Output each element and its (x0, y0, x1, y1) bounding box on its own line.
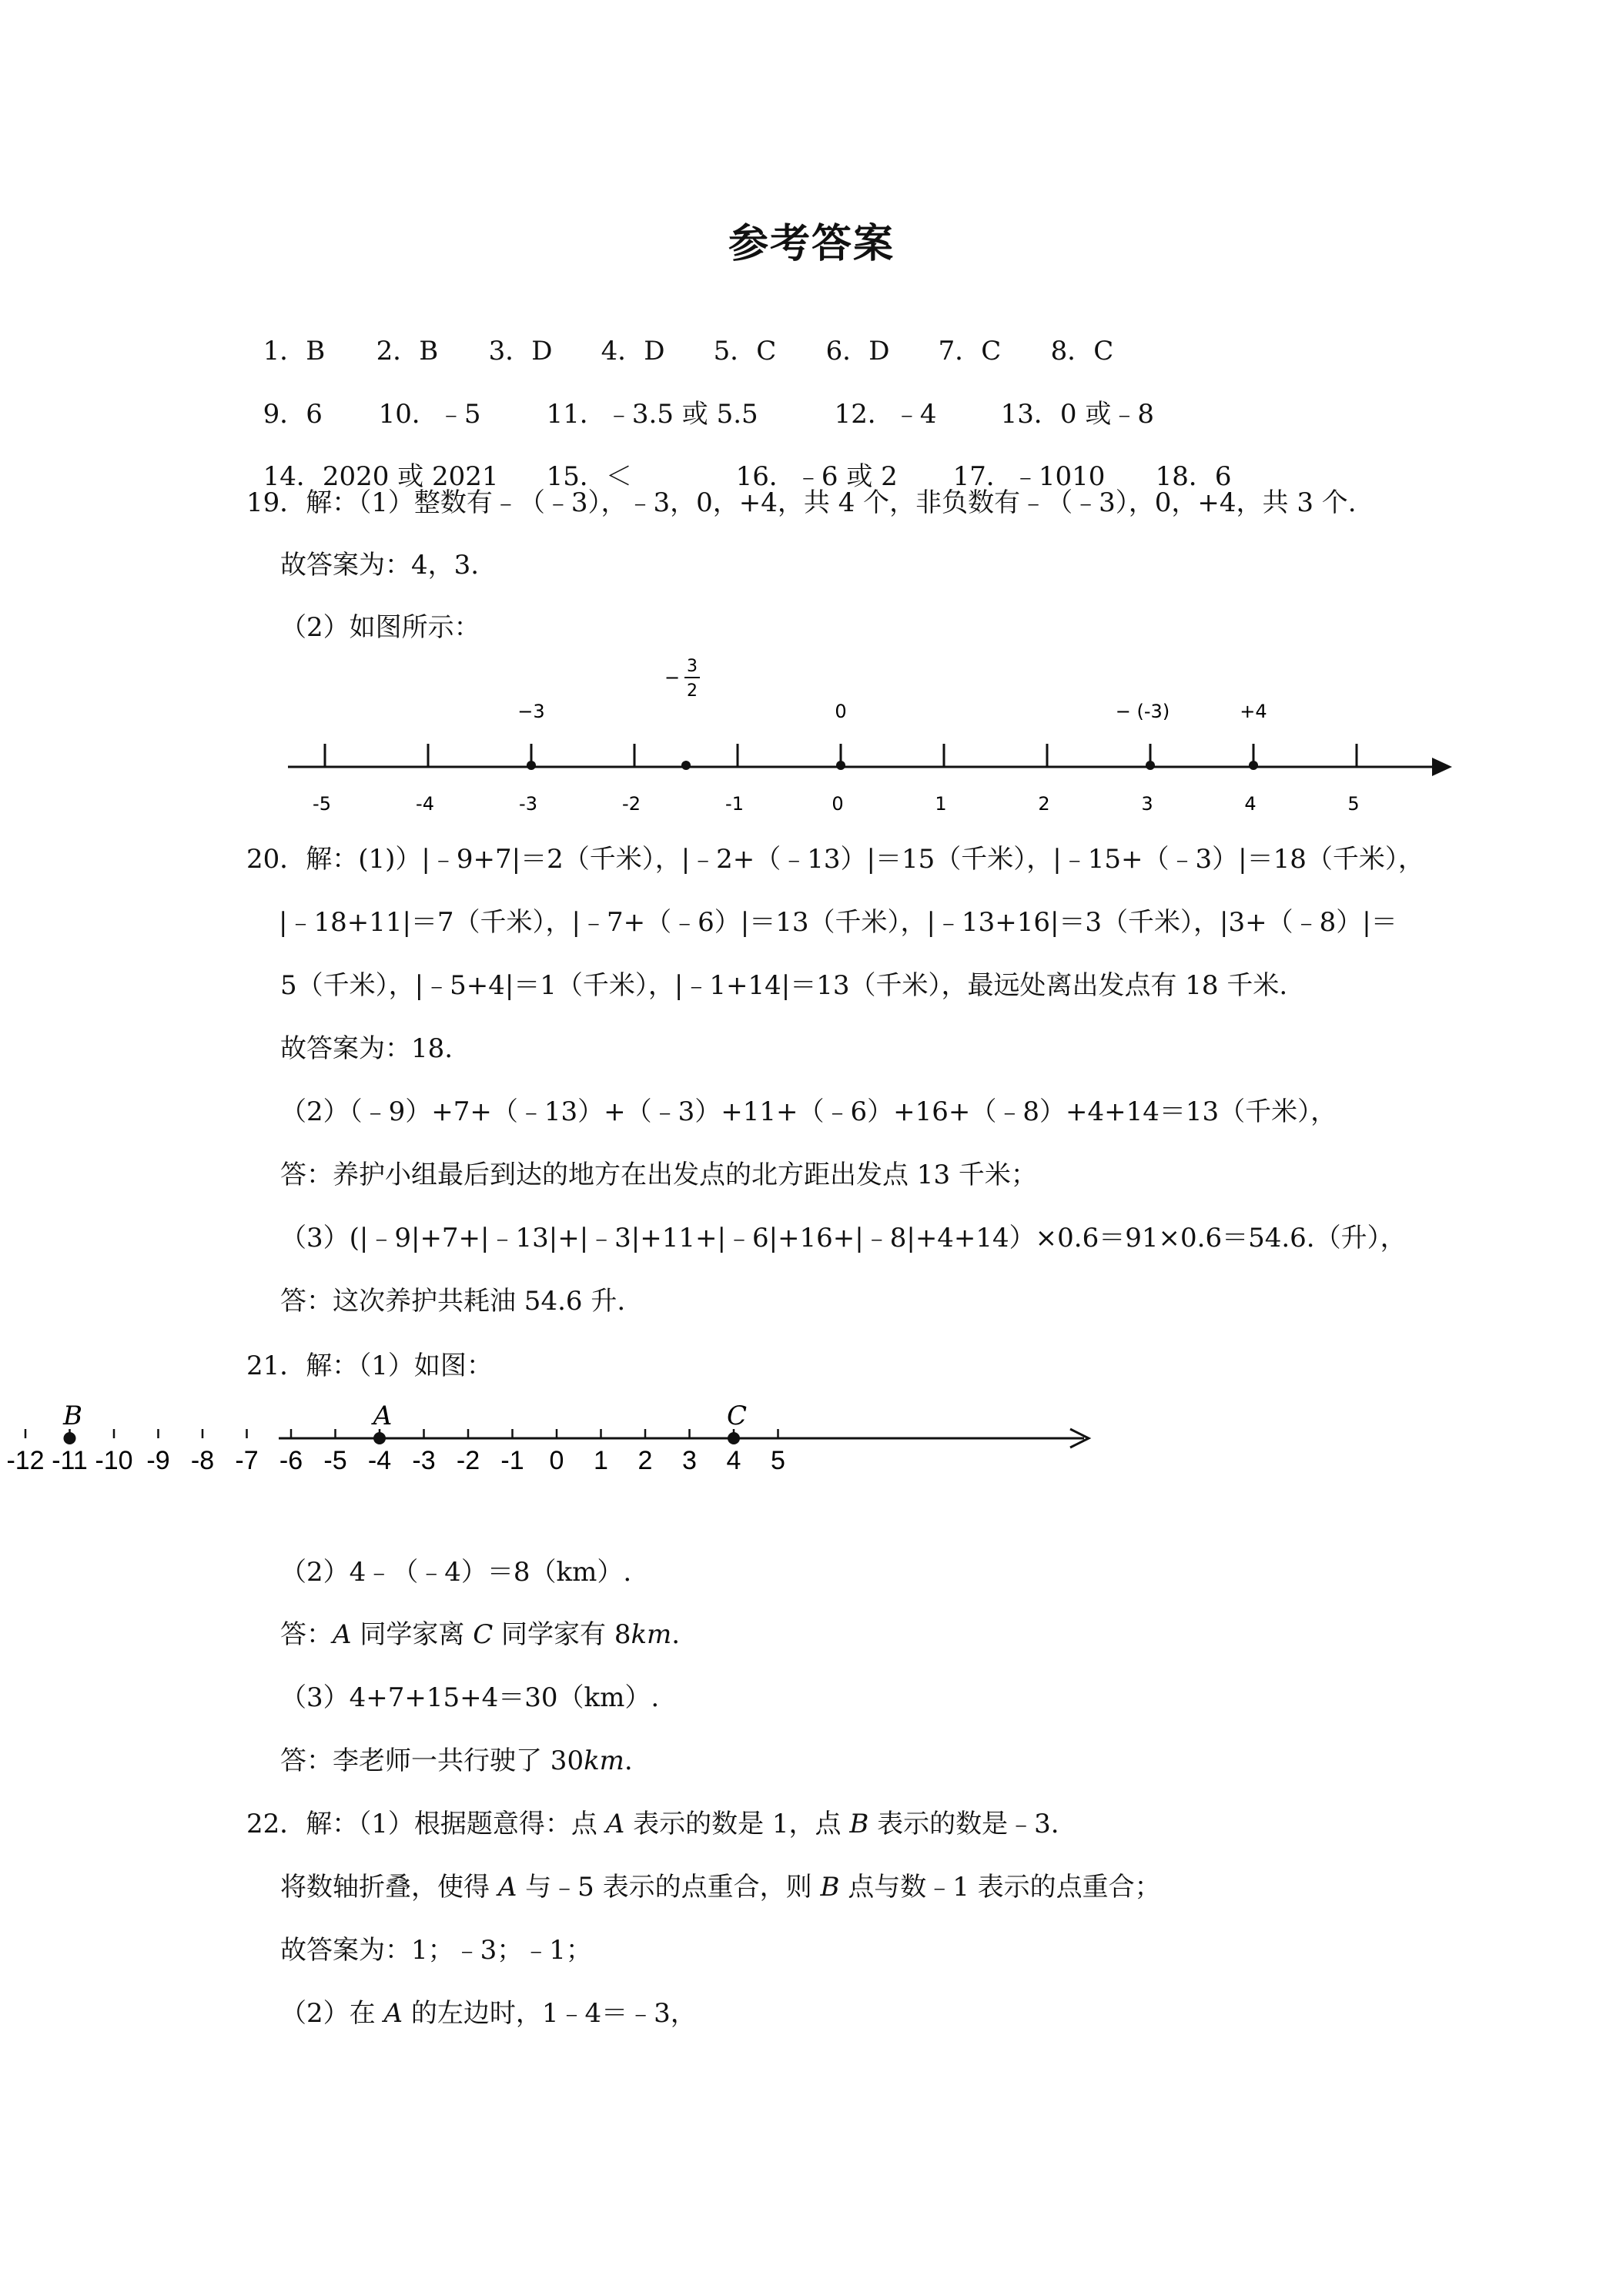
unit-km: km (584, 1745, 624, 1776)
answer-item: 1．B (263, 336, 326, 366)
text-span: 点与数﹣1 表示的点重合； (839, 1872, 1161, 1903)
answer-item: 15．＜ (546, 461, 632, 492)
tick-label: -2 (622, 793, 641, 815)
tick-label: 1 (935, 793, 947, 815)
tick-label: 2 (637, 1446, 653, 1475)
q19-line-2: 故答案为：4，3. (280, 550, 480, 581)
var-b: B (820, 1872, 840, 1903)
text-span: 将数轴折叠，使得 (280, 1872, 498, 1903)
text-span: 答： (280, 1619, 333, 1650)
point-dot (1146, 761, 1155, 770)
q21-answer-2: （2）4﹣（﹣4）＝8（km）. (280, 1557, 632, 1588)
q20-line-8: 答：这次养护共耗油 54.6 升. (280, 1286, 626, 1317)
q20-line-6: 答：养护小组最后到达的地方在出发点的北方距出发点 13 千米； (280, 1160, 1037, 1190)
tick-label: 0 (549, 1446, 564, 1475)
q21-line-1: 21．解：（1）如图： (246, 1350, 493, 1381)
answer-item: 4．D (601, 336, 665, 366)
text-span: 的左边时，1﹣4＝﹣3， (403, 1998, 697, 2029)
var-b: B (849, 1809, 869, 1839)
q21-line-3 (280, 1616, 680, 1653)
arrow-head-icon (1432, 758, 1452, 776)
point-dot (681, 761, 691, 770)
number-line-2 (6, 1392, 1106, 1492)
tick-label: -10 (95, 1446, 133, 1475)
q20-line-7: （3）(|﹣9|+7+|﹣13|+|﹣3|+11+|﹣6|+16+|﹣8|+4+14）×0.6＝91×0.6＝54.6.（升）， (280, 1223, 1407, 1253)
q20-line-3: 5（千米），|﹣5+4|＝1（千米），|﹣1+14|＝13（千米），最远处离出发点有 18 千米. (280, 970, 1288, 1001)
answer-item: 7．C (938, 336, 1002, 366)
tick-label: -5 (313, 793, 331, 815)
q22-line-4 (280, 1995, 697, 2032)
tick-label: 3 (1141, 793, 1153, 815)
q21-line-2 (280, 1554, 631, 1591)
point-dot (64, 1432, 76, 1444)
tick-label: 1 (594, 1446, 608, 1475)
point-dot (373, 1432, 386, 1444)
point-label: A (373, 1401, 393, 1431)
answer-item: 9．6 (263, 399, 323, 430)
q22-line-2 (280, 1869, 1161, 1906)
tick-label: 4 (726, 1446, 741, 1475)
tick-label: -7 (235, 1446, 259, 1475)
tick-label: -12 (6, 1446, 45, 1475)
answer-item: 6．D (825, 336, 890, 366)
point-label: − (-3) (1115, 701, 1170, 722)
tick-label: 4 (1244, 793, 1257, 815)
point-dot (1249, 761, 1258, 770)
answer-item: 3．D (488, 336, 553, 366)
q19-line-3: （2）如图所示： (280, 612, 480, 643)
tick-label: -4 (367, 1446, 392, 1475)
tick-label: -3 (519, 793, 537, 815)
tick-label: 2 (1038, 793, 1050, 815)
q20-line-2: |﹣18+11|＝7（千米），|﹣7+（﹣6）|＝13（千米），|﹣13+16|＝3（千米），|3+（﹣8）|＝ (279, 907, 1397, 938)
text-span: . (671, 1619, 681, 1650)
q20-line-1: 20．解：(1)）|﹣9+7|＝2（千米），|﹣2+（﹣13）|＝15（千米），|﹣15+（﹣3）|＝18（千米）， (246, 844, 1424, 875)
point-label: 0 (835, 701, 847, 722)
text-span: （2）在 (280, 1998, 384, 2029)
tick-label: -8 (190, 1446, 215, 1475)
answer-item: 11．﹣3.5 或 5.5 (546, 399, 758, 430)
text-span: 表示的数是﹣3. (868, 1809, 1059, 1839)
text-span: 与﹣5 表示的点重合，则 (517, 1872, 821, 1903)
tick-label: 3 (682, 1446, 697, 1475)
var-a: A (605, 1809, 625, 1839)
var-a: A (497, 1872, 517, 1903)
answer-item: 17．﹣1010 (952, 461, 1106, 492)
tick-label: 5 (1347, 793, 1360, 815)
answer-item: 14．2020 或 2021 (263, 461, 499, 492)
point-label: +4 (1240, 701, 1267, 722)
tick-label: -5 (323, 1446, 347, 1475)
answer-item: 16．﹣6 或 2 (735, 461, 898, 492)
q20-line-5: （2）（﹣9）+7+（﹣13）+（﹣3）+11+（﹣6）+16+（﹣8）+4+14＝13（千米）， (280, 1096, 1337, 1127)
point-label: −3 (517, 701, 545, 722)
answer-item: 12．﹣4 (834, 399, 937, 430)
tick-label: -11 (52, 1446, 88, 1475)
text-span: 22．解：（1）根据题意得：点 (246, 1809, 606, 1839)
point-label-numerator: 3 (687, 657, 698, 676)
text-span: 同学家离 (351, 1619, 474, 1650)
text-span: 同学家有 8 (493, 1619, 631, 1650)
tick-label: -4 (416, 793, 434, 815)
text-span: 答：李老师一共行驶了 30 (280, 1745, 584, 1776)
point-label: B (63, 1401, 82, 1431)
tick-label: 0 (832, 793, 844, 815)
point-label-denominator: 2 (687, 681, 698, 701)
point-label-sign: − (664, 667, 681, 688)
tick-label: -1 (500, 1446, 524, 1475)
q21-line-5 (280, 1742, 633, 1779)
q21-line-4: （3）4+7+15+4＝30（km）. (280, 1682, 660, 1713)
number-line-1 (285, 657, 1455, 824)
point-label: C (726, 1401, 748, 1431)
unit-km: km (631, 1619, 672, 1650)
page-title: 参考答案 (728, 220, 895, 267)
answer-item: 8．C (1050, 336, 1114, 366)
var-a: A (383, 1998, 403, 2029)
tick-label: -2 (456, 1446, 480, 1475)
text-span: 表示的数是 1，点 (624, 1809, 850, 1839)
answer-item: 18．6 (1155, 461, 1232, 492)
q20-line-4: 故答案为：18. (280, 1033, 453, 1064)
var-a: A (333, 1619, 352, 1650)
point-dot (527, 761, 536, 770)
point-dot (728, 1432, 740, 1444)
q22-line-1 (246, 1806, 1059, 1842)
text-span: . (624, 1745, 633, 1776)
tick-label: -1 (725, 793, 744, 815)
answer-item: 10．﹣5 (378, 399, 481, 430)
answer-item: 13．0 或﹣8 (1000, 399, 1154, 430)
tick-label: 5 (771, 1446, 785, 1475)
answer-item: 5．C (713, 336, 777, 366)
tick-label: -9 (146, 1446, 170, 1475)
var-c: C (473, 1619, 494, 1650)
point-dot (836, 761, 845, 770)
q19-line-1: 19．解：（1）整数有﹣（﹣3），﹣3，0，+4，共 4 个，非负数有﹣（﹣3），0，+4，共 3 个. (246, 487, 1357, 518)
tick-label: -6 (279, 1446, 303, 1475)
tick-label: -3 (412, 1446, 436, 1475)
answer-item: 2．B (376, 336, 439, 366)
q22-line-3: 故答案为：1；﹣3；﹣1； (280, 1935, 592, 1966)
